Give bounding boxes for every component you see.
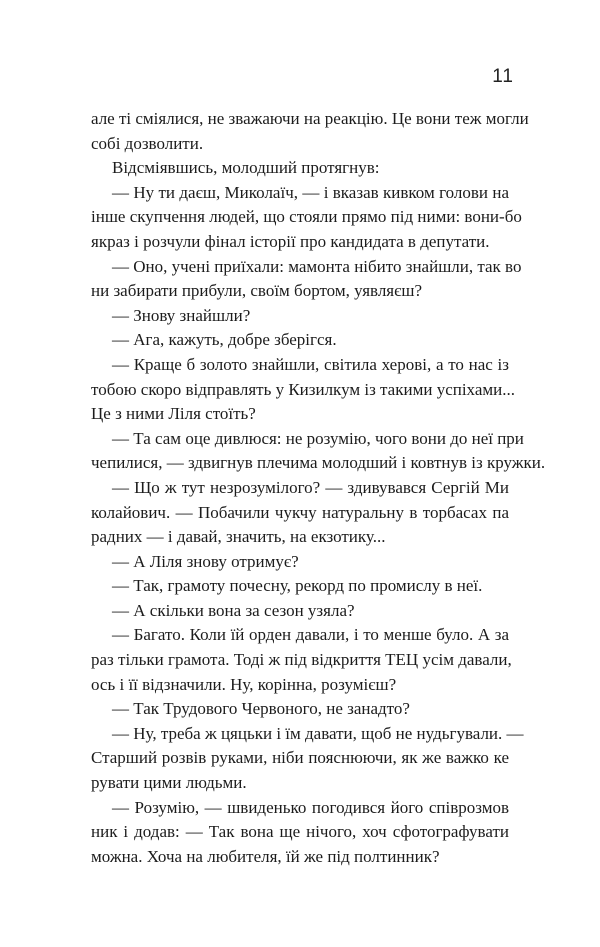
- text-line: — Ага, кажуть, добре зберігся.: [112, 330, 337, 350]
- text-line: ник і додав: — Так вона ще нічого, хоч сфотографувати: [91, 822, 509, 842]
- text-line: можна. Хоча на любителя, їй же під полтинник?: [91, 846, 440, 866]
- text-line: — Знову знайшли?: [112, 305, 251, 325]
- text-line: інше скупчення людей, що стояли прямо під ними: вони-бо: [91, 207, 522, 227]
- text-line: — Багато. Коли їй орден давали, і то менше було. А за: [112, 625, 509, 645]
- text-line: — А Ліля знову отримує?: [112, 551, 299, 571]
- text-line: колайович. — Побачили чукчу натуральну в торбасах па: [91, 502, 509, 522]
- text-line: ось і її відзначили. Ну, корінна, розумієш?: [91, 674, 397, 694]
- text-line: рувати цими людьми.: [91, 773, 247, 793]
- text-line: — Та сам оце дивлюся: не розумію, чого вони до неї при: [112, 428, 524, 448]
- text-line: собі дозволити.: [91, 133, 204, 153]
- text-line: Старший розвів руками, ніби пояснюючи, як же важко ке: [91, 748, 509, 768]
- text-line: — Ну ти даєш, Миколаїч, — і вказав кивком голови на: [112, 182, 509, 202]
- text-line: — Краще б золото знайшли, світила херові, а то нас із: [112, 354, 509, 374]
- text-line: — Розумію, — швиденько погодився його співрозмов: [112, 797, 509, 817]
- page-body-text: [91, 107, 546, 869]
- text-line: тобою скоро відправлять у Кизилкум із такими успіхами...: [91, 379, 515, 399]
- text-line: радних — і давай, значить, на екзотику...: [91, 527, 386, 547]
- text-line: Відсміявшись, молодший протягнув:: [112, 158, 380, 178]
- text-line: — Так, грамоту почесну, рекорд по промислу в неї.: [112, 576, 483, 596]
- text-line: чепилися, — здвигнув плечима молодший і ковтнув із кружки.: [91, 453, 546, 473]
- text-line: — Так Трудового Червоного, не занадто?: [112, 699, 410, 719]
- text-line: — Що ж тут незрозумілого? — здивувався Сергій Ми: [112, 477, 509, 497]
- text-line: раз тільки грамота. Тоді ж під відкриття ТЕЦ усім давали,: [91, 650, 512, 670]
- text-line: — А скільки вона за сезон узяла?: [112, 600, 355, 620]
- text-line: але ті сміялися, не зважаючи на реакцію. Це вони теж могли: [91, 109, 529, 128]
- text-line: Це з ними Ліля стоїть?: [91, 404, 256, 424]
- text-line: якраз і розчули фінал історії про кандидата в депутати.: [91, 231, 490, 251]
- text-line: — Оно, учені приїхали: мамонта нібито знайшли, так во: [112, 256, 522, 276]
- text-line: ни забирати прибули, своїм бортом, уявляєш?: [91, 281, 423, 301]
- page-number: 11: [492, 66, 514, 87]
- text-line: — Ну, треба ж цяцьки і їм давати, щоб не нудьгували. —: [112, 723, 524, 743]
